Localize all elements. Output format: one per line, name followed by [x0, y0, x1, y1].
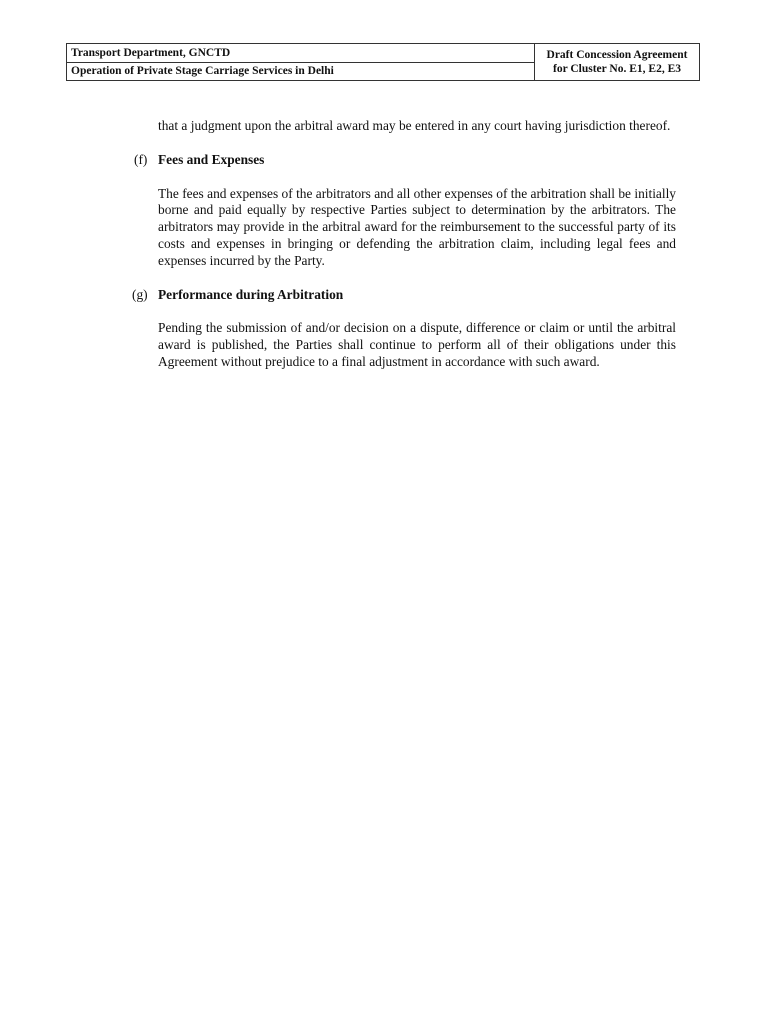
header-left-block [67, 44, 535, 80]
page-header [66, 43, 700, 81]
section-letter-g: (g) [132, 286, 148, 302]
section-title-performance: Performance during Arbitration [158, 286, 344, 302]
section-paragraph-performance: Pending the submission of and/or decision on a dispute, difference or claim or until the arbitral award is published, the Parties shall continue to perform all of their obligations under this Agreement without prejudice to a final adjustment in accordance with such award. [158, 320, 676, 369]
section-heading-performance [132, 286, 676, 304]
intro-paragraph: that a judgment upon the arbitral award may be entered in any court having jurisdiction thereof. [158, 118, 671, 133]
section-paragraph-fees: The fees and expenses of the arbitrators and all other expenses of the arbitration shall be initially borne and paid equally by respective Parties subject to determination by the arbitrators. The arbitrators may provide in the arbitral award for the reimbursement to the successful party of its costs and expenses in bringing or defending the arbitration claim, including legal fees and expenses incurred by the Party. [158, 185, 676, 268]
section-title-fees: Fees and Expenses [158, 151, 265, 167]
header-operation: Operation of Private Stage Carriage Services in Delhi [67, 62, 534, 81]
header-department: Transport Department, GNCTD [71, 46, 231, 59]
header-agreement-block [535, 44, 699, 80]
section-heading-fees [134, 151, 676, 169]
header-agreement-title: Draft Concession Agreement [546, 49, 688, 61]
header-cluster-line: for Cluster No. E1, E2, E3 [553, 63, 681, 75]
document-body [132, 118, 676, 371]
section-letter-f: (f) [134, 151, 148, 167]
